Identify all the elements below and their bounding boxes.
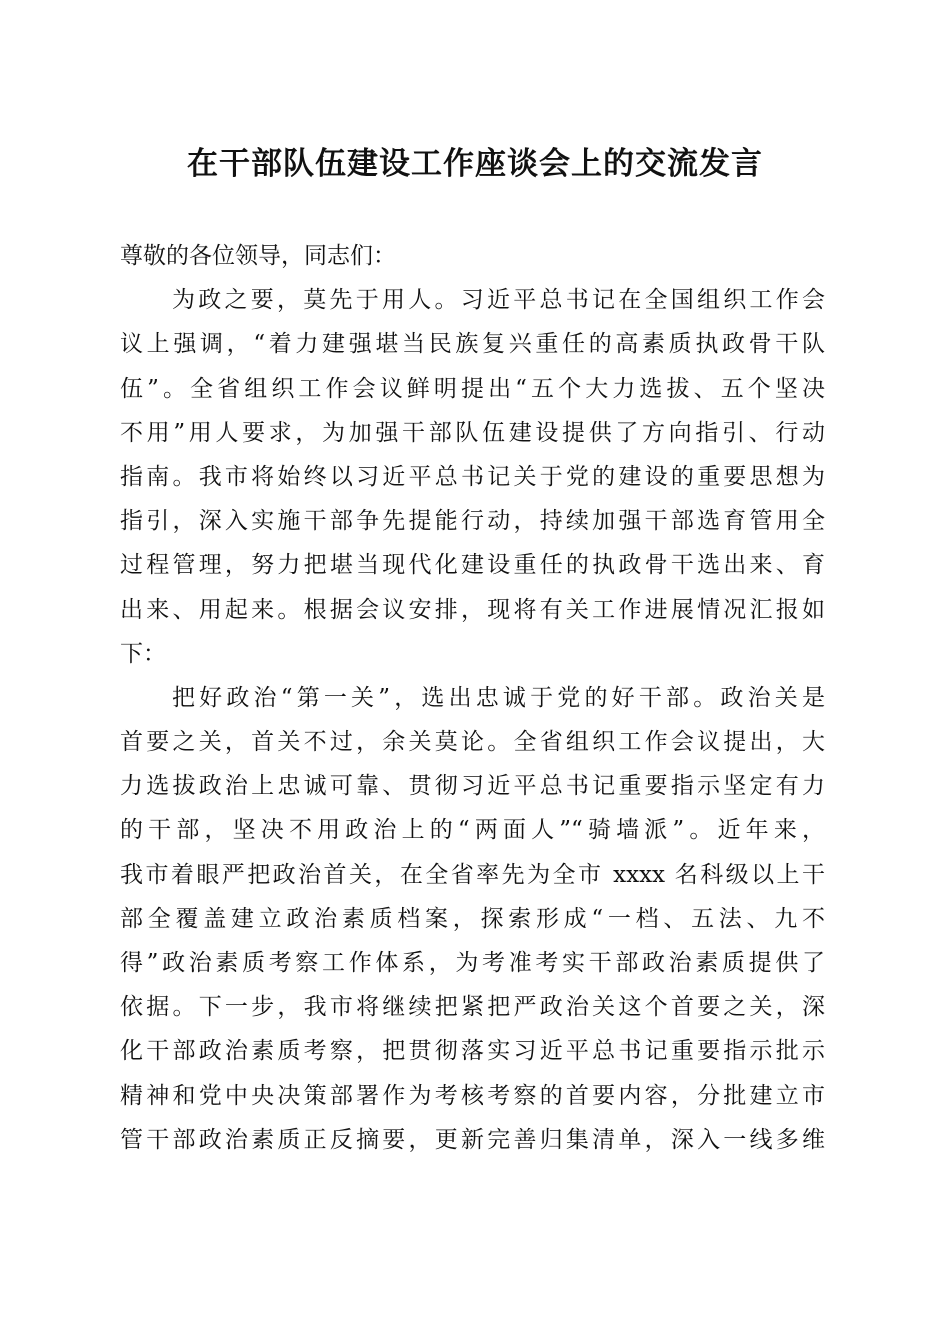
paragraph-line: 下： [120, 640, 166, 667]
paragraph-line: 指南。我市将始终以习近平总书记关于党的建设的重要思想为 [120, 463, 825, 490]
paragraph-line: 管干部政治素质正反摘要，更新完善归集清单，深入一线多维 [120, 1126, 825, 1153]
paragraph-line: 议上强调，“着力建强堪当民族复兴重任的高素质执政骨干队 [120, 331, 825, 358]
paragraph-line: 力选拔政治上忠诚可靠、贯彻习近平总书记重要指示坚定有力 [120, 773, 825, 800]
document-title: 在干部队伍建设工作座谈会上的交流发言 [187, 146, 763, 182]
document-body [120, 234, 825, 1162]
paragraph-line: 把好政治“第一关”，选出忠诚于党的好干部。政治关是 [172, 684, 825, 711]
paragraph-line: 部全覆盖建立政治素质档案，探索形成“一档、五法、九不 [120, 905, 825, 932]
greeting: 尊敬的各位领导，同志们： [120, 243, 396, 269]
paragraph-line: 为政之要，莫先于用人。习近平总书记在全国组织工作会 [172, 287, 825, 314]
paragraph-line: 的干部，坚决不用政治上的“两面人”“骑墙派”。近年来， [120, 817, 825, 844]
paragraph-line: 指引，深入实施干部争先提能行动，持续加强干部选育管用全 [120, 508, 825, 535]
paragraphs [120, 278, 825, 1162]
paragraph-line: 我市着眼严把政治首关，在全省率先为全市 xxxx 名科级以上干 [120, 861, 825, 888]
paragraph-line: 不用”用人要求，为加强干部队伍建设提供了方向指引、行动 [120, 419, 825, 446]
paragraph-line: 依据。下一步，我市将继续把紧把严政治关这个首要之关，深 [120, 994, 825, 1021]
paragraph-line: 出来、用起来。根据会议安排，现将有关工作进展情况汇报如 [120, 596, 825, 623]
paragraph [120, 278, 825, 676]
paragraph-line: 过程管理，努力把堪当现代化建设重任的执政骨干选出来、育 [120, 552, 825, 579]
paragraph-line: 首要之关，首关不过，余关莫论。全省组织工作会议提出，大 [120, 729, 825, 756]
paragraph-line: 伍”。全省组织工作会议鲜明提出“五个大力选拔、五个坚决 [120, 375, 825, 402]
paragraph [120, 676, 825, 1162]
paragraph-line: 化干部政治素质考察，把贯彻落实习近平总书记重要指示批示 [120, 1038, 825, 1065]
paragraph-line: 得”政治素质考察工作体系，为考准考实干部政治素质提供了 [120, 950, 825, 976]
paragraph-line: 精神和党中央决策部署作为考核考察的首要内容，分批建立市 [120, 1082, 825, 1109]
